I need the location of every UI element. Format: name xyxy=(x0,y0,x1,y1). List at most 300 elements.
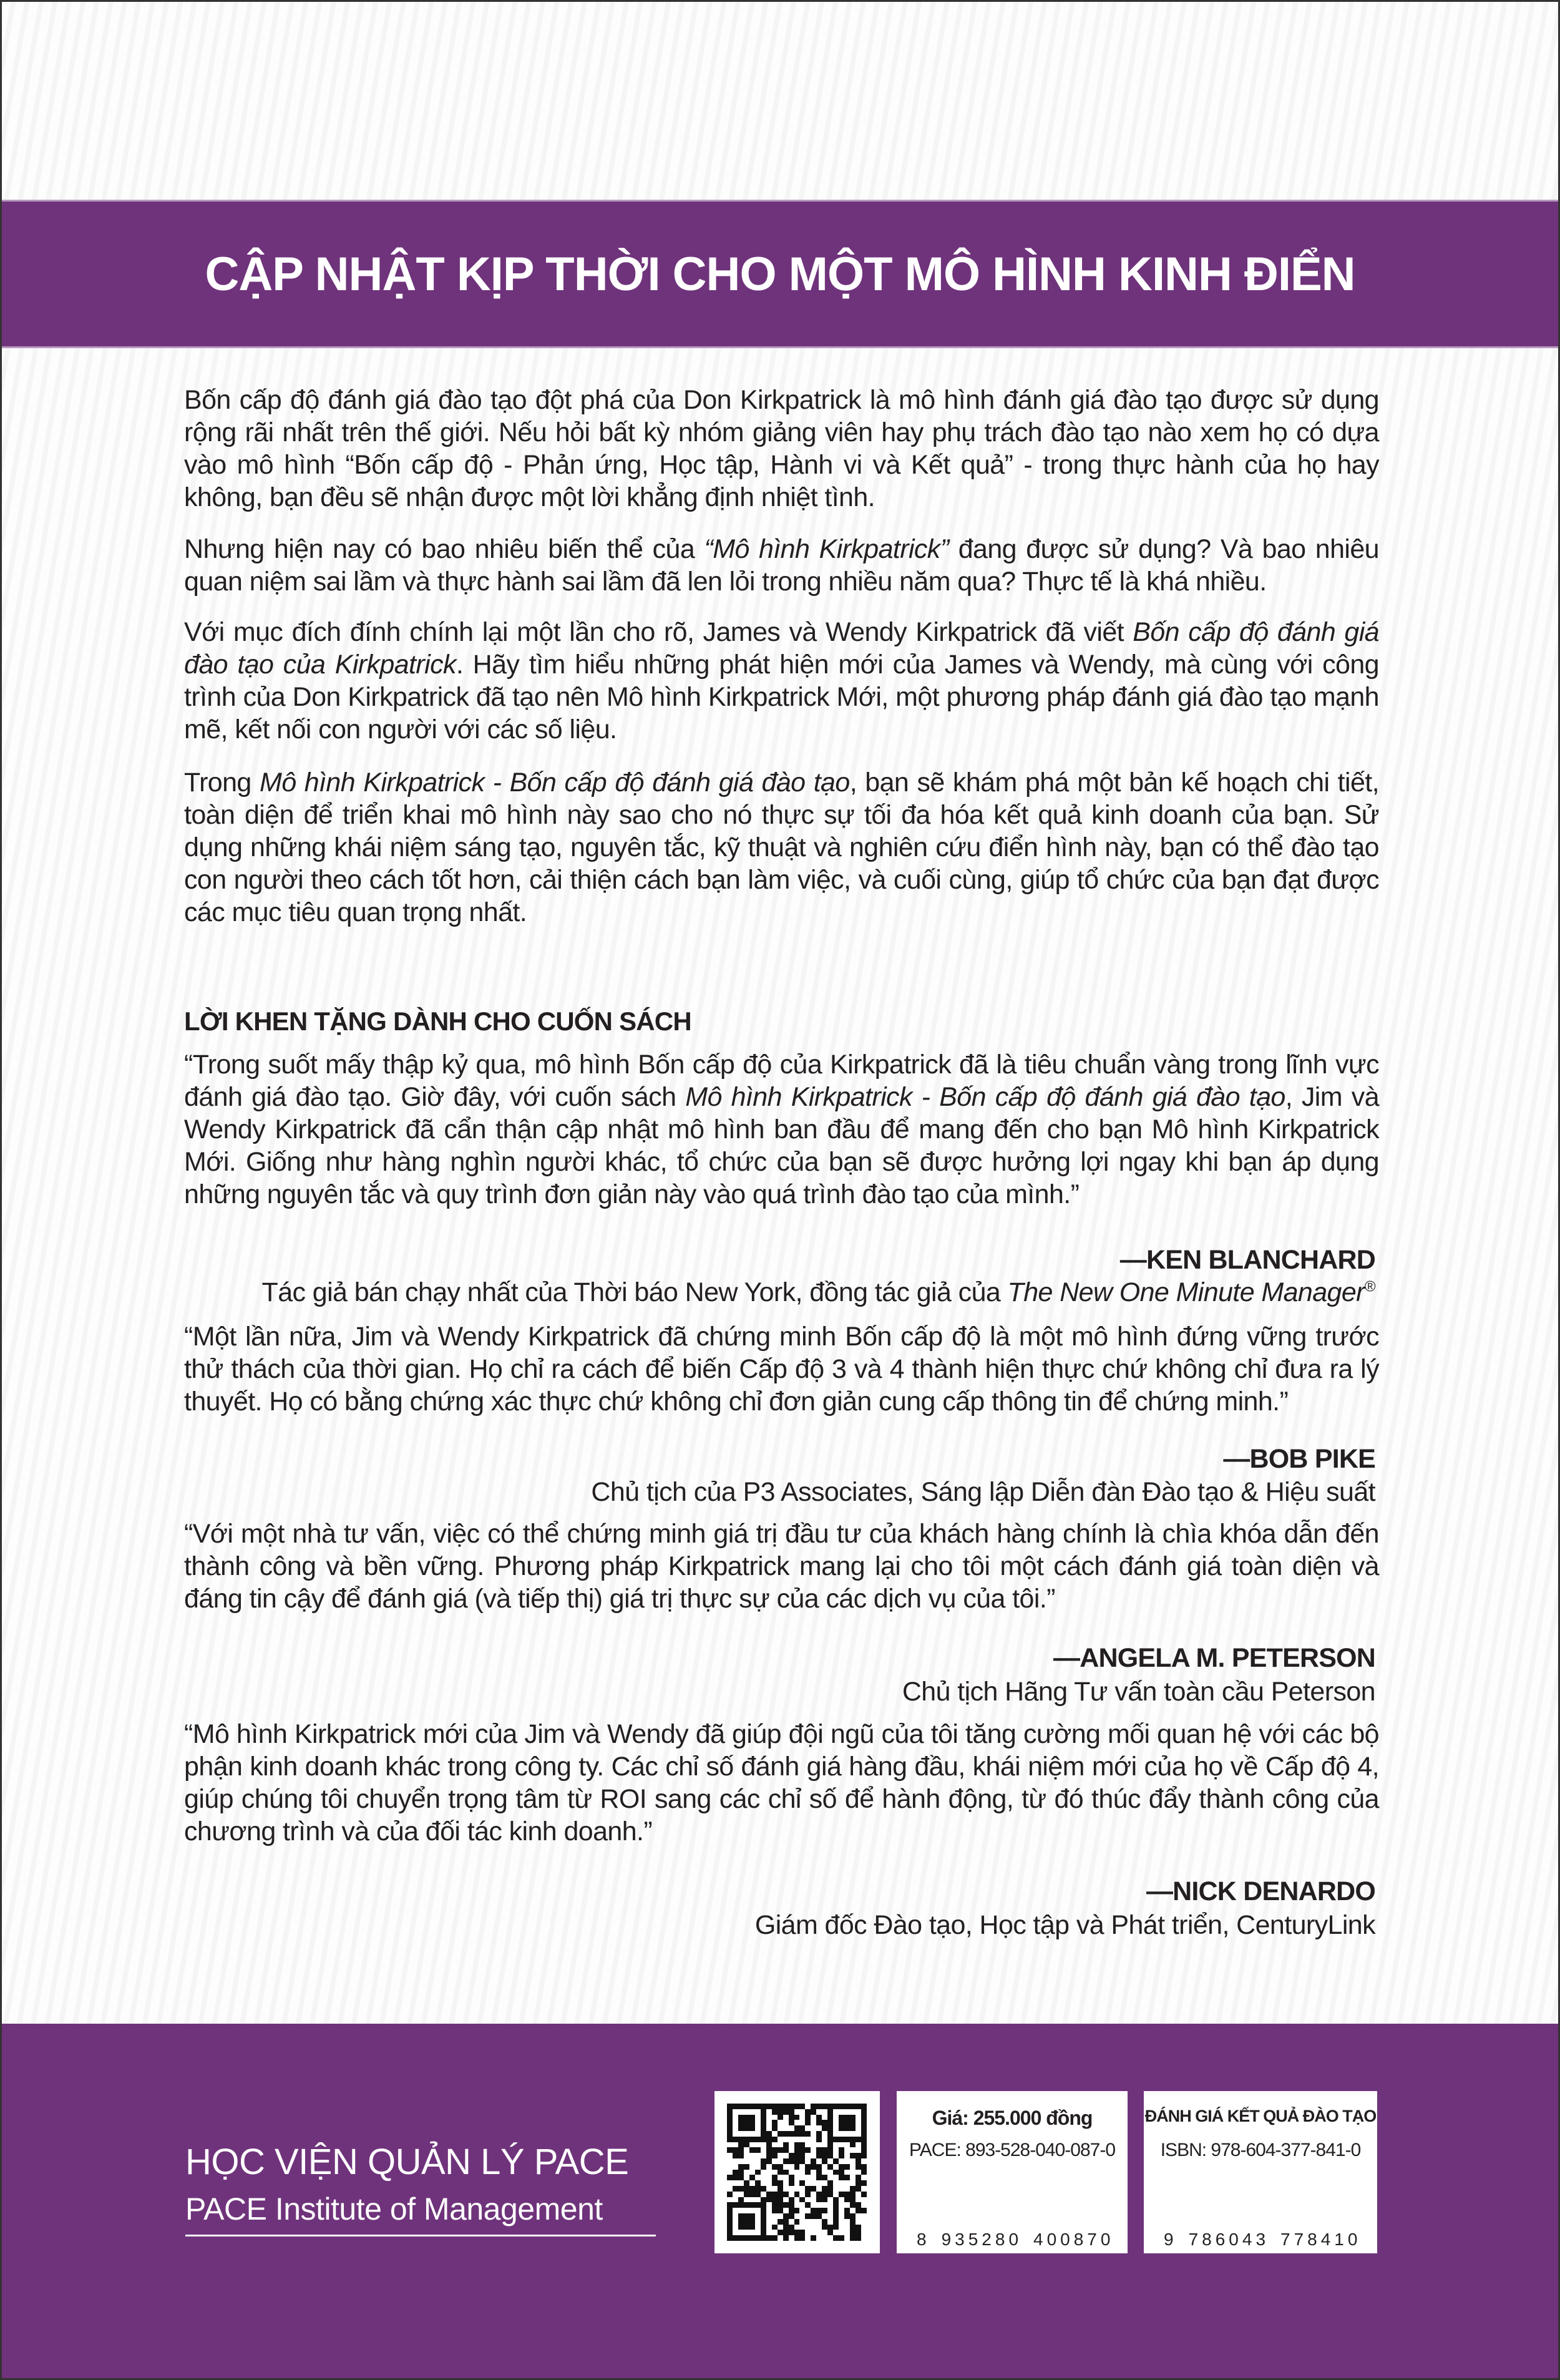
qr-module xyxy=(761,2142,766,2148)
qr-module xyxy=(856,2170,861,2175)
qr-module xyxy=(749,2164,755,2170)
qr-module xyxy=(844,2208,850,2213)
qr-module xyxy=(850,2219,856,2225)
qr-module xyxy=(811,2192,816,2197)
qr-module xyxy=(822,2164,827,2170)
qr-module xyxy=(755,2115,761,2120)
qr-module xyxy=(755,2230,761,2235)
qr-module xyxy=(761,2104,766,2109)
qr-module xyxy=(844,2153,850,2158)
qr-module xyxy=(799,2170,805,2175)
qr-module xyxy=(727,2164,733,2170)
qr-module xyxy=(772,2131,778,2137)
qr-module xyxy=(861,2180,867,2186)
qr-module xyxy=(805,2147,811,2153)
qr-module xyxy=(761,2213,766,2219)
qr-module xyxy=(772,2213,778,2219)
qr-module xyxy=(749,2115,755,2120)
qr-module xyxy=(778,2109,783,2115)
qr-module xyxy=(833,2175,839,2180)
qr-module xyxy=(789,2219,794,2225)
qr-module xyxy=(727,2142,733,2148)
qr-module xyxy=(772,2170,778,2175)
qr-module xyxy=(761,2147,766,2153)
qr-module xyxy=(783,2153,789,2158)
qr-module xyxy=(778,2115,783,2120)
qr-module xyxy=(733,2235,738,2241)
qr-module xyxy=(850,2197,856,2203)
qr-module xyxy=(833,2213,839,2219)
qr-module xyxy=(822,2180,827,2186)
qr-module xyxy=(805,2164,811,2170)
qr-module xyxy=(839,2230,844,2235)
qr-module xyxy=(844,2131,850,2137)
qr-module xyxy=(811,2137,816,2142)
qr-module xyxy=(861,2192,867,2197)
qr-module xyxy=(749,2137,755,2142)
qr-module xyxy=(744,2158,749,2164)
qr-module xyxy=(794,2170,800,2175)
pace-code: PACE: 893-528-040-087-0 xyxy=(909,2140,1115,2160)
qr-module xyxy=(789,2202,794,2208)
qr-module xyxy=(827,2208,833,2213)
qr-module xyxy=(799,2225,805,2230)
qr-module xyxy=(799,2235,805,2241)
qr-module xyxy=(755,2104,761,2109)
qr-module xyxy=(799,2192,805,2197)
qr-module xyxy=(822,2158,827,2164)
qr-module xyxy=(738,2115,744,2120)
publisher-name-en: PACE Institute of Management xyxy=(185,2191,656,2236)
qr-module xyxy=(749,2192,755,2197)
qr-module xyxy=(839,2158,844,2164)
qr-module xyxy=(727,2192,733,2197)
qr-module xyxy=(727,2225,733,2230)
qr-module xyxy=(778,2175,783,2180)
qr-module xyxy=(856,2137,861,2142)
qr-module xyxy=(856,2186,861,2192)
qr-module xyxy=(783,2208,789,2213)
qr-module xyxy=(744,2219,749,2225)
qr-module xyxy=(822,2197,827,2203)
qr-module xyxy=(733,2175,738,2180)
qr-module xyxy=(744,2170,749,2175)
qr-module xyxy=(850,2192,856,2197)
barcode-digits xyxy=(1163,2230,1362,2250)
qr-module xyxy=(833,2142,839,2148)
book-title: Bốn cấp độ đánh giá đào tạo của Kirkpatrick xyxy=(184,617,1379,680)
qr-module xyxy=(833,2180,839,2186)
qr-module xyxy=(778,2164,783,2170)
qr-module xyxy=(816,2219,822,2225)
qr-module xyxy=(755,2208,761,2213)
qr-module xyxy=(766,2186,772,2192)
qr-module xyxy=(733,2213,738,2219)
digit: 778410 xyxy=(1280,2230,1362,2249)
qr-module xyxy=(799,2186,805,2192)
qr-module xyxy=(816,2131,822,2137)
qr-module xyxy=(789,2147,794,2153)
qr-module xyxy=(783,2131,789,2137)
qr-module xyxy=(833,2235,839,2241)
qr-module xyxy=(733,2180,738,2186)
qr-module xyxy=(827,2147,833,2153)
qr-module xyxy=(850,2170,856,2175)
qr-module xyxy=(766,2109,772,2115)
qr-module xyxy=(772,2197,778,2203)
italic-text: “Mô hình Kirkpatrick” xyxy=(704,534,949,564)
qr-module xyxy=(822,2213,827,2219)
qr-module xyxy=(850,2142,856,2148)
qr-module xyxy=(755,2186,761,2192)
qr-module xyxy=(749,2147,755,2153)
qr-module xyxy=(856,2230,861,2235)
qr-module xyxy=(850,2115,856,2120)
qr-module xyxy=(856,2208,861,2213)
qr-module xyxy=(727,2219,733,2225)
qr-module xyxy=(766,2219,772,2225)
qr-module xyxy=(805,2180,811,2186)
qr-module xyxy=(861,2142,867,2148)
qr-module xyxy=(727,2208,733,2213)
qr-module xyxy=(805,2120,811,2125)
qr-module xyxy=(861,2109,867,2115)
qr-module xyxy=(744,2164,749,2170)
qr-module xyxy=(738,2197,744,2203)
qr-module xyxy=(766,2142,772,2148)
qr-module xyxy=(778,2142,783,2148)
qr-module xyxy=(827,2192,833,2197)
qr-module xyxy=(755,2153,761,2158)
qr-module xyxy=(766,2104,772,2109)
qr-module xyxy=(811,2225,816,2230)
qr-module xyxy=(811,2219,816,2225)
digit: 400870 xyxy=(1033,2230,1114,2249)
qr-module xyxy=(733,2142,738,2148)
digit: 786043 xyxy=(1188,2230,1270,2249)
qr-module xyxy=(778,2125,783,2131)
qr-module xyxy=(805,2213,811,2219)
text: Nhưng hiện nay có bao nhiêu biến thể của xyxy=(184,534,704,564)
qr-module xyxy=(783,2115,789,2120)
qr-module xyxy=(805,2115,811,2120)
qr-module xyxy=(727,2147,733,2153)
qr-module xyxy=(856,2120,861,2125)
quote-author-2: —BOB PIKE xyxy=(1223,1444,1375,1474)
qr-module xyxy=(844,2164,850,2170)
qr-module xyxy=(805,2197,811,2203)
qr-module xyxy=(761,2219,766,2225)
qr-module xyxy=(727,2213,733,2219)
qr-module xyxy=(772,2137,778,2142)
qr-module xyxy=(822,2147,827,2153)
qr-module xyxy=(861,2164,867,2170)
qr-module xyxy=(744,2213,749,2219)
qr-module xyxy=(789,2230,794,2235)
qr-module xyxy=(811,2147,816,2153)
qr-module xyxy=(861,2131,867,2137)
qr-module xyxy=(783,2230,789,2235)
qr-module xyxy=(789,2213,794,2219)
qr-module xyxy=(755,2192,761,2197)
qr-module xyxy=(811,2186,816,2192)
qr-module xyxy=(816,2120,822,2125)
text: , Jim và Wendy Kirkpatrick đã cẩn thận cập nhật mô hình ban đầu để mang đến cho bạn Mô hình Kirkpatrick Mới. Giống như hàng nghìn người khác, tổ chức của bạn sẽ được hưởng lợi ngay khi bạn áp dụng những nguyên tắc và quy trình đơn giản này vào quá trình đào tạo của mình.” xyxy=(184,1082,1380,1209)
qr-module xyxy=(783,2202,789,2208)
qr-module xyxy=(839,2225,844,2230)
qr-module xyxy=(738,2235,744,2241)
qr-module xyxy=(844,2213,850,2219)
qr-module xyxy=(789,2186,794,2192)
qr-module xyxy=(833,2192,839,2197)
qr-module xyxy=(816,2186,822,2192)
qr-module xyxy=(816,2137,822,2142)
qr-module xyxy=(766,2213,772,2219)
qr-module xyxy=(727,2125,733,2131)
qr-module xyxy=(839,2192,844,2197)
qr-module xyxy=(822,2170,827,2175)
qr-module xyxy=(850,2104,856,2109)
qr-module xyxy=(839,2164,844,2170)
qr-module xyxy=(861,2120,867,2125)
qr-module xyxy=(833,2197,839,2203)
qr-module xyxy=(844,2225,850,2230)
qr-module xyxy=(783,2137,789,2142)
qr-module xyxy=(839,2202,844,2208)
qr-module xyxy=(794,2219,800,2225)
qr-module xyxy=(822,2109,827,2115)
qr-module xyxy=(789,2137,794,2142)
qr-module xyxy=(766,2230,772,2235)
qr-module xyxy=(833,2109,839,2115)
qr-module xyxy=(844,2120,850,2125)
price: Giá: 255.000 đồng xyxy=(932,2107,1093,2129)
qr-module xyxy=(766,2120,772,2125)
qr-module xyxy=(755,2120,761,2125)
qr-module xyxy=(844,2230,850,2235)
qr-module xyxy=(844,2197,850,2203)
qr-module xyxy=(816,2142,822,2148)
qr-module xyxy=(727,2235,733,2241)
qr-module xyxy=(783,2219,789,2225)
qr-module xyxy=(766,2180,772,2186)
qr-module xyxy=(850,2164,856,2170)
qr-module xyxy=(772,2109,778,2115)
qr-module xyxy=(827,2158,833,2164)
text: Tác giả bán chạy nhất của Thời báo New York, đồng tác giả của xyxy=(261,1277,1008,1307)
qr-module xyxy=(789,2115,794,2120)
qr-module xyxy=(844,2115,850,2120)
qr-module xyxy=(839,2213,844,2219)
qr-module xyxy=(744,2120,749,2125)
qr-module xyxy=(772,2147,778,2153)
qr-module xyxy=(822,2219,827,2225)
qr-module xyxy=(749,2213,755,2219)
qr-module xyxy=(844,2180,850,2186)
qr-module xyxy=(822,2142,827,2148)
qr-module xyxy=(749,2235,755,2241)
qr-module xyxy=(805,2225,811,2230)
qr-module xyxy=(789,2109,794,2115)
qr-module xyxy=(778,2235,783,2241)
qr-module xyxy=(816,2104,822,2109)
qr-module xyxy=(761,2153,766,2158)
qr-module xyxy=(772,2120,778,2125)
qr-module xyxy=(816,2213,822,2219)
qr-module xyxy=(749,2131,755,2137)
qr-module xyxy=(856,2142,861,2148)
qr-module xyxy=(749,2225,755,2230)
qr-module xyxy=(850,2230,856,2235)
qr-module xyxy=(772,2219,778,2225)
qr-module xyxy=(822,2137,827,2142)
qr-module xyxy=(778,2170,783,2175)
qr-module xyxy=(833,2153,839,2158)
qr-module xyxy=(827,2186,833,2192)
qr-module xyxy=(772,2202,778,2208)
qr-module xyxy=(839,2147,844,2153)
qr-module xyxy=(822,2153,827,2158)
qr-module xyxy=(755,2164,761,2170)
qr-module xyxy=(755,2147,761,2153)
qr-module xyxy=(805,2125,811,2131)
qr-module xyxy=(761,2125,766,2131)
qr-module xyxy=(827,2131,833,2137)
qr-module xyxy=(738,2180,744,2186)
qr-module xyxy=(733,2230,738,2235)
qr-module xyxy=(749,2180,755,2186)
qr-module xyxy=(749,2109,755,2115)
qr-module xyxy=(839,2142,844,2148)
qr-module xyxy=(789,2125,794,2131)
qr-module xyxy=(755,2202,761,2208)
qr-code[interactable] xyxy=(714,2091,880,2253)
qr-module xyxy=(794,2137,800,2142)
qr-module xyxy=(772,2158,778,2164)
qr-module xyxy=(833,2186,839,2192)
qr-module xyxy=(822,2225,827,2230)
qr-module xyxy=(778,2192,783,2197)
qr-module xyxy=(738,2109,744,2115)
qr-module xyxy=(811,2197,816,2203)
qr-module xyxy=(861,2175,867,2180)
qr-module xyxy=(833,2225,839,2230)
qr-module xyxy=(839,2235,844,2241)
qr-module xyxy=(772,2180,778,2186)
qr-module xyxy=(733,2186,738,2192)
qr-module xyxy=(733,2104,738,2109)
quote-author-3: —ANGELA M. PETERSON xyxy=(1053,1643,1375,1673)
qr-module xyxy=(766,2192,772,2197)
qr-module xyxy=(766,2164,772,2170)
qr-module xyxy=(761,2115,766,2120)
qr-module xyxy=(783,2158,789,2164)
qr-module xyxy=(789,2153,794,2158)
qr-module xyxy=(827,2230,833,2235)
qr-module xyxy=(794,2175,800,2180)
qr-module xyxy=(811,2235,816,2241)
qr-module xyxy=(749,2186,755,2192)
qr-module xyxy=(805,2192,811,2197)
qr-module xyxy=(827,2109,833,2115)
qr-module xyxy=(789,2192,794,2197)
qr-module xyxy=(811,2115,816,2120)
qr-module xyxy=(794,2120,800,2125)
qr-module xyxy=(794,2115,800,2120)
qr-module xyxy=(844,2170,850,2175)
intro-paragraph-4 xyxy=(184,766,1379,929)
qr-module xyxy=(755,2235,761,2241)
qr-module xyxy=(749,2208,755,2213)
qr-module xyxy=(844,2202,850,2208)
qr-module xyxy=(727,2180,733,2186)
qr-module xyxy=(861,2125,867,2131)
qr-module xyxy=(805,2175,811,2180)
qr-module xyxy=(755,2125,761,2131)
qr-module xyxy=(744,2180,749,2186)
qr-module xyxy=(856,2197,861,2203)
qr-module xyxy=(799,2180,805,2186)
qr-module xyxy=(783,2109,789,2115)
qr-module xyxy=(783,2192,789,2197)
qr-module xyxy=(783,2235,789,2241)
qr-module xyxy=(789,2235,794,2241)
qr-module xyxy=(761,2170,766,2175)
qr-module xyxy=(850,2202,856,2208)
qr-module xyxy=(816,2170,822,2175)
qr-module xyxy=(738,2125,744,2131)
qr-module xyxy=(844,2175,850,2180)
qr-module xyxy=(794,2142,800,2148)
qr-module xyxy=(727,2158,733,2164)
qr-module xyxy=(856,2202,861,2208)
qr-module xyxy=(856,2180,861,2186)
qr-module xyxy=(749,2153,755,2158)
qr-module xyxy=(839,2137,844,2142)
qr-module xyxy=(799,2213,805,2219)
qr-module xyxy=(839,2125,844,2131)
qr-module xyxy=(856,2164,861,2170)
qr-module xyxy=(794,2208,800,2213)
qr-module xyxy=(772,2175,778,2180)
qr-module xyxy=(839,2208,844,2213)
quote-author-title-1 xyxy=(262,1277,1375,1308)
qr-module xyxy=(856,2175,861,2180)
qr-module xyxy=(799,2230,805,2235)
qr-module xyxy=(811,2131,816,2137)
qr-module xyxy=(761,2186,766,2192)
qr-module xyxy=(811,2120,816,2125)
qr-module xyxy=(761,2131,766,2137)
qr-module xyxy=(839,2109,844,2115)
quote-author-title-4: Giám đốc Đào tạo, Học tập và Phát triển, CenturyLink xyxy=(754,1910,1375,1940)
qr-module xyxy=(783,2175,789,2180)
qr-module xyxy=(727,2137,733,2142)
qr-module xyxy=(772,2153,778,2158)
qr-module xyxy=(755,2170,761,2175)
qr-module xyxy=(755,2131,761,2137)
qr-module xyxy=(799,2120,805,2125)
qr-module xyxy=(744,2137,749,2142)
qr-module xyxy=(861,2225,867,2230)
qr-module xyxy=(805,2137,811,2142)
qr-module xyxy=(861,2153,867,2158)
qr-module xyxy=(778,2180,783,2186)
qr-module xyxy=(789,2164,794,2170)
qr-module xyxy=(816,2235,822,2241)
qr-module xyxy=(778,2213,783,2219)
digit: 935280 xyxy=(941,2230,1023,2249)
